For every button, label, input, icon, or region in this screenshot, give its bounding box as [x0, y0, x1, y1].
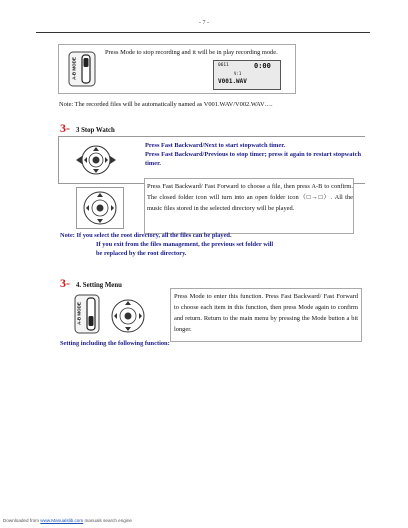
stopwatch-text-start: Press Fast Backward/Next to start stopwatch timer.	[145, 142, 286, 149]
download-footer	[3, 518, 132, 523]
ab-mode-switch-image	[68, 51, 96, 87]
lcd-file-name: V001.WAV	[218, 78, 247, 85]
setting-instruction-text: Press Mode to enter this function. Press Fast Backward/ Fast Forward to choose each item in this function, then press Mode again to confirm and return. Return to the main menu by pressing the Mode button a bit longer.	[174, 293, 358, 333]
footer-prefix: Downloaded from	[3, 518, 40, 523]
lcd-top-text: 0611	[218, 63, 229, 68]
stopwatch-box	[58, 136, 365, 184]
setting-switch-label: A-B MODE	[76, 302, 82, 325]
setting-switch-image	[74, 294, 100, 334]
folder-instruction-box	[144, 178, 354, 234]
lcd-sub-text: V:1	[234, 71, 242, 76]
stopwatch-heading-title: 3 Stop Watch	[76, 127, 115, 134]
record-instruction-text: Press Mode to stop recording and it will be in play recording mode.	[105, 49, 278, 56]
root-note-line-1: Note: If you select the root directory, all the files can be played.	[60, 232, 232, 239]
record-note: Note: The recorded files will be automatically named as V001.WAV/V002.WAV….	[59, 101, 273, 108]
record-instruction-box	[58, 44, 296, 94]
setting-instruction-box	[170, 288, 362, 342]
folder-instruction-text: Press Fast Backward/ Fast Forward to choose a file, then press A-B to confirm. The closed folder icon will turn into an open folder icon（□→□）. All the music files stored in the selected directory will be played.	[147, 183, 353, 212]
setting-heading-title: 4. Setting Menu	[76, 282, 122, 289]
setting-functions-line: Setting including the following function:	[60, 340, 170, 347]
stopwatch-heading-number: 3-	[60, 121, 70, 135]
setting-heading-number: 3-	[60, 276, 70, 290]
root-note-line-2: If you exit from the files management, the previous set folder will	[96, 241, 274, 248]
root-note-line-3: be replaced by the root directory.	[96, 250, 187, 257]
footer-link[interactable]: www.Manualslib.com	[40, 518, 84, 523]
stopwatch-text-stop: Press Fast Backward/Previous to stop timer; press it again to restart stopwatch timer.	[145, 151, 361, 167]
lcd-time: 0:00	[254, 62, 271, 70]
ab-mode-switch-label: A-B MODE	[71, 57, 77, 80]
footer-suffix: manuals search engine	[84, 518, 132, 523]
folder-box	[62, 178, 354, 232]
lcd-display	[213, 60, 281, 90]
page-number: - 7 -	[199, 20, 209, 26]
stopwatch-nav-keys-image	[73, 143, 119, 177]
header-rule	[36, 32, 370, 33]
stopwatch-heading	[60, 119, 115, 137]
setting-nav-keys-image	[108, 298, 148, 334]
folder-nav-keys-image	[76, 187, 124, 229]
setting-box	[58, 288, 364, 340]
